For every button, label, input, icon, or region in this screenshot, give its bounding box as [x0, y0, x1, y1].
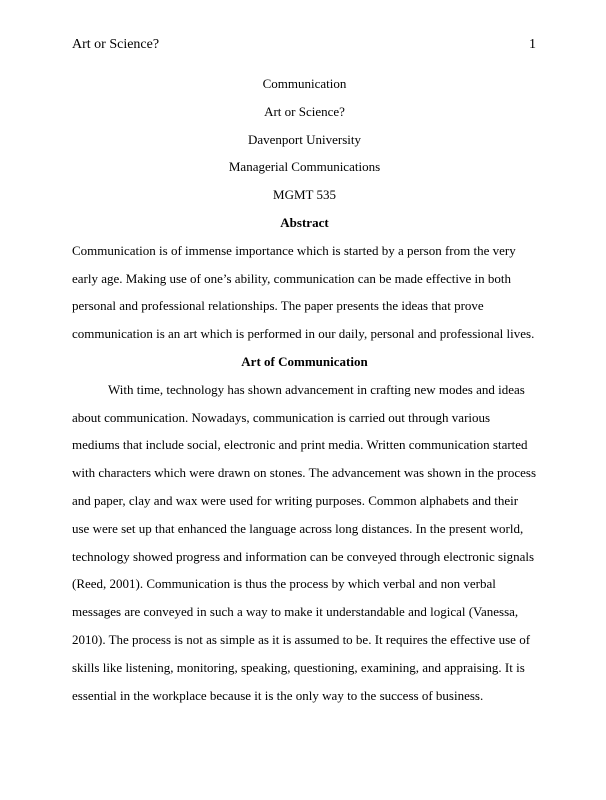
title-line-institution: Davenport University — [247, 131, 361, 147]
title-line-course-code: MGMT 535 — [273, 187, 336, 203]
page-number: 1 — [529, 37, 536, 52]
section-paragraph: With time, technology has shown advancement in crafting new modes and ideas about communication. Nowadays, communication is carried out through various mediums that include social, electronic and print media. Written communication started with characters which were drawn on stones. The advancement was shown in the process and paper, clay and wax were used for writing purposes. Common alphabets and their use were set up that enhanced the language across long distances. In the present world, technology showed progress and information can be conveyed through electronic signals (Reed, 2001). Communication is thus the process by which verbal and non verbal messages are conveyed in such a way to make it understandable and logical (Vanessa, 2010). The process is not as simple as it is assumed to be. It requires the effective use of skills like listening, monitoring, speaking, questioning, examining, and appraising. It is essential in the workplace because it is the only way to the success of business. — [72, 381, 537, 703]
section-heading: Art of Communication — [241, 353, 368, 369]
title-line-title: Communication — [262, 76, 347, 91]
abstract-paragraph: Communication is of immense importance which is started by a person from the very early age. Making use of one’s ability, communication can be made effective in both personal and professional relationships. The paper presents the ideas that prove communication is an art which is performed in our daily, personal and professional lives. — [72, 242, 535, 342]
document-body — [72, 70, 537, 709]
running-head: Art or Science? — [72, 37, 160, 52]
title-line-subtitle: Art or Science? — [264, 103, 345, 119]
title-line-course: Managerial Communications — [228, 159, 381, 175]
abstract-heading: Abstract — [280, 214, 329, 230]
